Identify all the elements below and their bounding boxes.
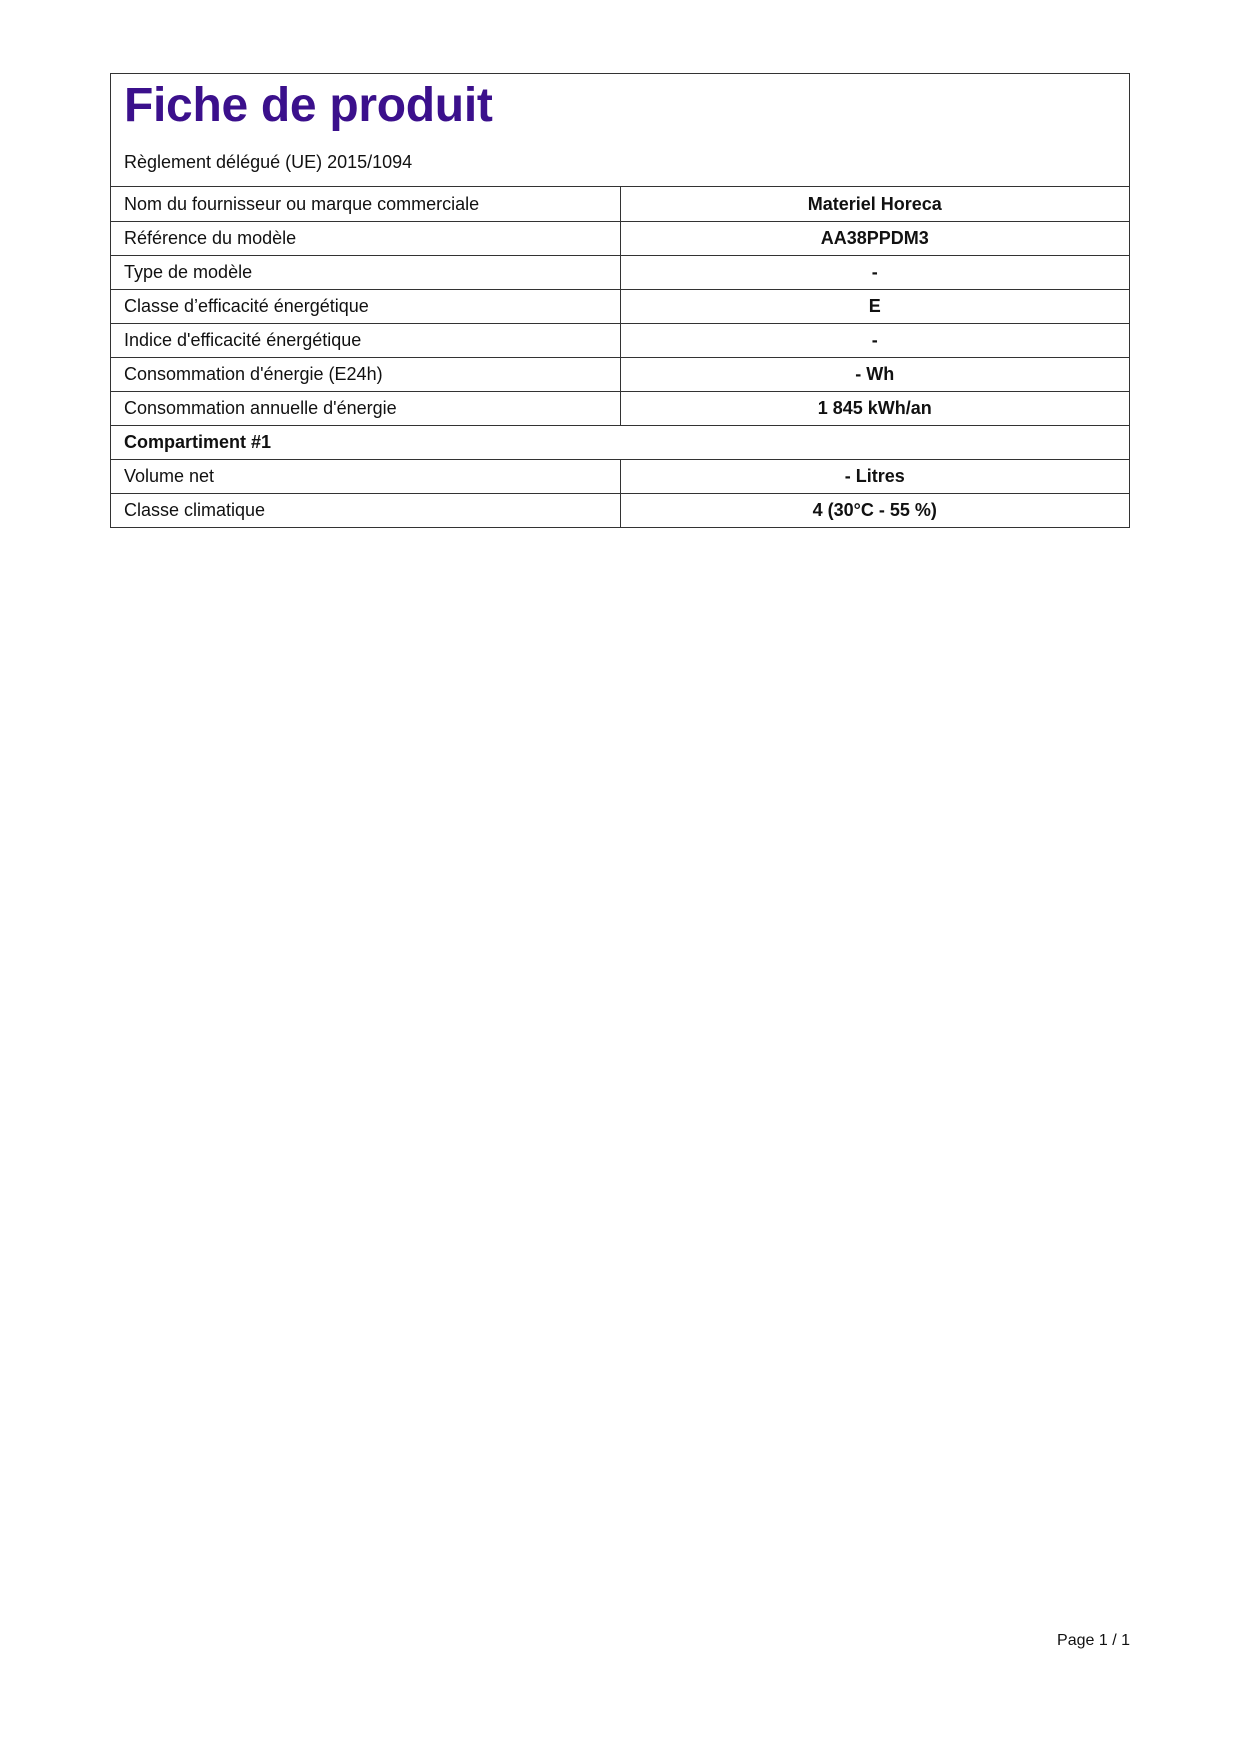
row-label: Indice d'efficacité énergétique — [111, 323, 620, 357]
row-value: - Wh — [620, 357, 1129, 391]
table-row — [111, 221, 1129, 255]
row-label: Type de modèle — [111, 255, 620, 289]
row-label: Consommation annuelle d'énergie — [111, 391, 620, 425]
page-number: Page 1 / 1 — [1057, 1632, 1130, 1649]
row-value: 4 (30°C - 55 %) — [620, 493, 1129, 527]
table-row — [111, 289, 1129, 323]
table-row — [111, 255, 1129, 289]
row-value: E — [620, 289, 1129, 323]
table-row — [111, 357, 1129, 391]
row-value: - Litres — [620, 459, 1129, 493]
row-value: Materiel Horeca — [807, 193, 942, 214]
page-title: Fiche de produit — [124, 79, 493, 132]
section-title: Compartiment #1 — [111, 425, 1129, 459]
table-row — [111, 459, 1129, 493]
row-label: Nom du fournisseur ou marque commerciale — [111, 187, 620, 221]
row-value: - — [620, 255, 1129, 289]
row-label: Volume net — [111, 459, 620, 493]
regulation-subtitle: Règlement délégué (UE) 2015/1094 — [124, 152, 413, 172]
row-value: 1 845 kWh/an — [620, 391, 1129, 425]
row-label: Référence du modèle — [111, 221, 620, 255]
product-sheet — [110, 73, 1130, 528]
row-label: Consommation d'énergie (E24h) — [111, 357, 620, 391]
sheet-header — [111, 74, 1129, 187]
section-row — [111, 425, 1129, 459]
table-row — [111, 323, 1129, 357]
row-label: Classe climatique — [111, 493, 620, 527]
table-row — [111, 493, 1129, 527]
row-value: - — [620, 323, 1129, 357]
product-table — [111, 187, 1129, 527]
table-row — [111, 187, 1129, 221]
row-label: Classe d’efficacité énergétique — [111, 289, 620, 323]
row-value: AA38PPDM3 — [620, 221, 1129, 255]
table-row — [111, 391, 1129, 425]
